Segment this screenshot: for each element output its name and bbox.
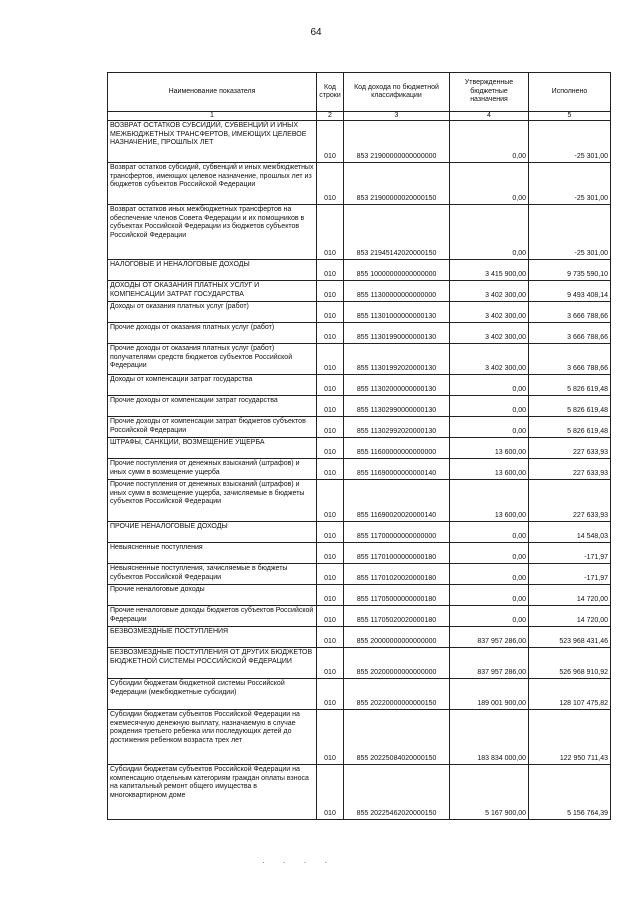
row-name: БЕЗВОЗМЕЗДНЫЕ ПОСТУПЛЕНИЯ ОТ ДРУГИХ БЮДЖЕТОВ БЮДЖЕТНОЙ СИСТЕМЫ РОССИЙСКОЙ ФЕДЕРАЦИИ: [108, 648, 317, 679]
row-name: БЕЗВОЗМЕЗДНЫЕ ПОСТУПЛЕНИЯ: [108, 627, 317, 648]
row-approved-amount: 13 600,00: [450, 480, 529, 522]
row-approved-amount: 13 600,00: [450, 459, 529, 480]
row-executed-amount: 526 968 910,92: [529, 648, 611, 679]
column-number: 5: [529, 112, 611, 121]
table-row: [108, 679, 611, 710]
row-income-code: 853 21900000020000150: [344, 163, 450, 205]
page-number: 64: [310, 27, 322, 38]
row-approved-amount: 837 957 286,00: [450, 648, 529, 679]
row-name: ШТРАФЫ, САНКЦИИ, ВОЗМЕЩЕНИЕ УЩЕРБА: [108, 438, 317, 459]
row-line-code: 010: [317, 522, 344, 543]
table-row: [108, 205, 611, 260]
row-name: НАЛОГОВЫЕ И НЕНАЛОГОВЫЕ ДОХОДЫ: [108, 260, 317, 281]
row-approved-amount: 837 957 286,00: [450, 627, 529, 648]
row-line-code: 010: [317, 564, 344, 585]
column-number: 3: [344, 112, 450, 121]
row-executed-amount: 3 666 788,66: [529, 344, 611, 375]
row-approved-amount: 0,00: [450, 606, 529, 627]
row-income-code: 855 11701000000000180: [344, 543, 450, 564]
row-name: Субсидии бюджетам бюджетной системы Российской Федерации (межбюджетные субсидии): [108, 679, 317, 710]
row-income-code: 855 11705000000000180: [344, 585, 450, 606]
row-approved-amount: 189 001 900,00: [450, 679, 529, 710]
row-name: Прочие неналоговые доходы бюджетов субъектов Российской Федерации: [108, 606, 317, 627]
row-executed-amount: 5 826 619,48: [529, 375, 611, 396]
table-row: [108, 281, 611, 302]
row-executed-amount: 227 633,93: [529, 480, 611, 522]
row-executed-amount: 5 156 764,39: [529, 765, 611, 820]
row-line-code: 010: [317, 323, 344, 344]
row-line-code: 010: [317, 679, 344, 710]
row-executed-amount: -171,97: [529, 543, 611, 564]
row-executed-amount: -25 301,00: [529, 205, 611, 260]
row-approved-amount: 13 600,00: [450, 438, 529, 459]
table-row: [108, 121, 611, 163]
row-executed-amount: 14 720,00: [529, 606, 611, 627]
table-row: [108, 260, 611, 281]
row-name: Субсидии бюджетам субъектов Российской Федерации на ежемесячную денежную выплату, назначаемую в случае рождения третьего ребенка или последующих детей до достижения ребенком возраста трех лет: [108, 710, 317, 765]
row-name: Прочие доходы от оказания платных услуг (работ) получателями средств бюджетов субъектов Российской Федерации: [108, 344, 317, 375]
header-code: Код строки: [317, 73, 344, 112]
row-executed-amount: 9 493 408,14: [529, 281, 611, 302]
table-row: [108, 480, 611, 522]
row-line-code: 010: [317, 121, 344, 163]
row-line-code: 010: [317, 396, 344, 417]
header-executed: Исполнено: [529, 73, 611, 112]
row-line-code: 010: [317, 585, 344, 606]
table-row: [108, 585, 611, 606]
row-line-code: 010: [317, 606, 344, 627]
row-name: Прочие поступления от денежных взысканий (штрафов) и иных сумм в возмещение ущерба: [108, 459, 317, 480]
row-income-code: 855 11302990000000130: [344, 396, 450, 417]
row-name: Возврат остатков иных межбюджетных трансфертов на обеспечение членов Совета Федерации и их помощников в субъектах Российской Федерации из бюджетов субъектов Российской Федерации: [108, 205, 317, 260]
row-income-code: 855 11301000000000130: [344, 302, 450, 323]
row-executed-amount: -171,97: [529, 564, 611, 585]
row-executed-amount: 3 666 788,66: [529, 323, 611, 344]
table-row: [108, 648, 611, 679]
row-line-code: 010: [317, 163, 344, 205]
row-approved-amount: 0,00: [450, 543, 529, 564]
table-header-row: [108, 73, 611, 112]
row-approved-amount: 0,00: [450, 564, 529, 585]
table-row: [108, 344, 611, 375]
row-name: Возврат остатков субсидий, субвенций и иных межбюджетных трансфертов, имеющих целевое назначение, прошлых лет из бюджетов субъектов Российской Федерации: [108, 163, 317, 205]
table-row: [108, 710, 611, 765]
row-approved-amount: 3 402 300,00: [450, 323, 529, 344]
row-income-code: 855 10000000000000000: [344, 260, 450, 281]
table-row: [108, 417, 611, 438]
row-approved-amount: 5 167 900,00: [450, 765, 529, 820]
table-row: [108, 765, 611, 820]
row-line-code: 010: [317, 417, 344, 438]
column-number: 2: [317, 112, 344, 121]
row-income-code: 855 11302992020000130: [344, 417, 450, 438]
table-row: [108, 606, 611, 627]
header-approved: Утвержденные бюджетные назначения: [450, 73, 529, 112]
row-executed-amount: 122 950 711,43: [529, 710, 611, 765]
row-approved-amount: 0,00: [450, 396, 529, 417]
row-executed-amount: 5 826 619,48: [529, 396, 611, 417]
row-income-code: 855 20225084020000150: [344, 710, 450, 765]
row-name: Прочие доходы от компенсации затрат бюджетов субъектов Российской Федерации: [108, 417, 317, 438]
row-name: Прочие поступления от денежных взысканий (штрафов) и иных сумм в возмещение ущерба, зачисляемые в бюджеты субъектов Российской Федерации: [108, 480, 317, 522]
row-executed-amount: 14 548,03: [529, 522, 611, 543]
row-income-code: 853 21945142020000150: [344, 205, 450, 260]
row-name: Прочие доходы от компенсации затрат государства: [108, 396, 317, 417]
row-line-code: 010: [317, 459, 344, 480]
row-income-code: 855 11700000000000000: [344, 522, 450, 543]
header-income-code: Код дохода по бюджетной классификации: [344, 73, 450, 112]
row-line-code: 010: [317, 648, 344, 679]
row-name: Невыясненные поступления, зачисляемые в бюджеты субъектов Российской Федерации: [108, 564, 317, 585]
row-line-code: 010: [317, 375, 344, 396]
row-approved-amount: 3 415 900,00: [450, 260, 529, 281]
table-row: [108, 627, 611, 648]
table-row: [108, 163, 611, 205]
row-executed-amount: 227 633,93: [529, 459, 611, 480]
row-approved-amount: 0,00: [450, 205, 529, 260]
row-line-code: 010: [317, 543, 344, 564]
row-income-code: 855 11300000000000000: [344, 281, 450, 302]
scan-dots-decoration: · · · ·: [262, 858, 336, 867]
row-approved-amount: 0,00: [450, 163, 529, 205]
table-row: [108, 438, 611, 459]
row-income-code: 853 21900000000000000: [344, 121, 450, 163]
row-executed-amount: 523 968 431,46: [529, 627, 611, 648]
column-number: 4: [450, 112, 529, 121]
table-row: [108, 459, 611, 480]
row-income-code: 855 11701020020000180: [344, 564, 450, 585]
header-name: Наименование показателя: [108, 73, 317, 112]
row-executed-amount: 5 826 619,48: [529, 417, 611, 438]
row-name: Субсидии бюджетам субъектов Российской Федерации на компенсацию отдельным категориям граждан оплаты взноса на капитальный ремонт общего имущества в многоквартирном доме: [108, 765, 317, 820]
row-name: ПРОЧИЕ НЕНАЛОГОВЫЕ ДОХОДЫ: [108, 522, 317, 543]
row-executed-amount: 9 735 590,10: [529, 260, 611, 281]
row-income-code: 855 11301992020000130: [344, 344, 450, 375]
row-line-code: 010: [317, 205, 344, 260]
row-income-code: 855 11301990000000130: [344, 323, 450, 344]
row-approved-amount: 0,00: [450, 375, 529, 396]
row-line-code: 010: [317, 480, 344, 522]
row-executed-amount: 14 720,00: [529, 585, 611, 606]
row-line-code: 010: [317, 281, 344, 302]
row-approved-amount: 0,00: [450, 417, 529, 438]
row-line-code: 010: [317, 765, 344, 820]
row-income-code: 855 11690020020000140: [344, 480, 450, 522]
column-number: 1: [108, 112, 317, 121]
row-line-code: 010: [317, 260, 344, 281]
row-name: ДОХОДЫ ОТ ОКАЗАНИЯ ПЛАТНЫХ УСЛУГ И КОМПЕНСАЦИИ ЗАТРАТ ГОСУДАРСТВА: [108, 281, 317, 302]
row-income-code: 855 20220000000000150: [344, 679, 450, 710]
row-name: Доходы от компенсации затрат государства: [108, 375, 317, 396]
row-income-code: 855 11690000000000140: [344, 459, 450, 480]
row-approved-amount: 0,00: [450, 522, 529, 543]
table-body: [108, 121, 611, 820]
row-executed-amount: 227 633,93: [529, 438, 611, 459]
row-executed-amount: -25 301,00: [529, 121, 611, 163]
row-name: ВОЗВРАТ ОСТАТКОВ СУБСИДИЙ, СУБВЕНЦИЙ И ИНЫХ МЕЖБЮДЖЕТНЫХ ТРАНСФЕРТОВ, ИМЕЮЩИХ ЦЕЛЕВОЕ НАЗНАЧЕНИЕ, ПРОШЛЫХ ЛЕТ: [108, 121, 317, 163]
row-line-code: 010: [317, 344, 344, 375]
row-line-code: 010: [317, 438, 344, 459]
table-row: [108, 564, 611, 585]
row-approved-amount: 183 834 000,00: [450, 710, 529, 765]
row-name: Невыясненные поступления: [108, 543, 317, 564]
row-executed-amount: -25 301,00: [529, 163, 611, 205]
row-name: Прочие доходы от оказания платных услуг (работ): [108, 323, 317, 344]
table-row: [108, 396, 611, 417]
row-approved-amount: 3 402 300,00: [450, 302, 529, 323]
row-line-code: 010: [317, 302, 344, 323]
row-income-code: 855 20225462020000150: [344, 765, 450, 820]
execution-report-table: [107, 72, 611, 820]
row-name: Доходы от оказания платных услуг (работ): [108, 302, 317, 323]
row-income-code: 855 11302000000000130: [344, 375, 450, 396]
column-number-row: [108, 112, 611, 121]
table-row: [108, 543, 611, 564]
row-name: Прочие неналоговые доходы: [108, 585, 317, 606]
row-approved-amount: 3 402 300,00: [450, 281, 529, 302]
row-income-code: 855 20200000000000000: [344, 648, 450, 679]
row-approved-amount: 0,00: [450, 121, 529, 163]
table-row: [108, 302, 611, 323]
row-line-code: 010: [317, 627, 344, 648]
row-approved-amount: 0,00: [450, 585, 529, 606]
row-executed-amount: 128 107 475,82: [529, 679, 611, 710]
table-row: [108, 522, 611, 543]
row-income-code: 855 11705020020000180: [344, 606, 450, 627]
row-line-code: 010: [317, 710, 344, 765]
table-row: [108, 323, 611, 344]
row-income-code: 855 11600000000000000: [344, 438, 450, 459]
row-income-code: 855 20000000000000000: [344, 627, 450, 648]
row-approved-amount: 3 402 300,00: [450, 344, 529, 375]
table-row: [108, 375, 611, 396]
row-executed-amount: 3 666 788,66: [529, 302, 611, 323]
